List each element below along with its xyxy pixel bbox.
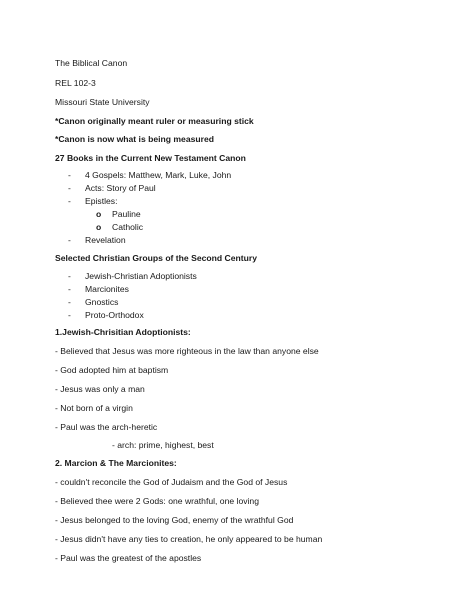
school-name: Missouri State University [55, 97, 150, 107]
adoptionists-heading: 1.Jewish-Chrisitian Adoptionists: [55, 327, 191, 337]
list-dash: - [68, 235, 71, 245]
list-dash: - [68, 183, 71, 193]
list-dash: - [68, 297, 71, 307]
group-item: Marcionites [85, 284, 129, 294]
list-dash: - [68, 310, 71, 320]
group-item: Gnostics [85, 297, 119, 307]
list-dash: - [68, 196, 71, 206]
note-line: - Paul was the arch-heretic [55, 422, 158, 432]
marcion-heading: 2. Marcion & The Marcionites: [55, 458, 177, 468]
list-dash: - [68, 284, 71, 294]
note-line: - Believed thee were 2 Gods: one wrathful, one loving [55, 496, 259, 506]
note-line: - Not born of a virgin [55, 403, 133, 413]
note-line: - Jesus didn't have any ties to creation, he only appeared to be human [55, 534, 323, 544]
sub-item-pauline: Pauline [112, 209, 141, 219]
group-item: Proto-Orthodox [85, 310, 144, 320]
course-code: REL 102-3 [55, 78, 96, 88]
note-line: - Jesus was only a man [55, 384, 145, 394]
note-line: - Believed that Jesus was more righteous in the law than anyone else [55, 346, 319, 356]
nt-canon-heading: 27 Books in the Current New Testament Canon [55, 153, 246, 163]
note-line: - couldn't reconcile the God of Judaism and the God of Jesus [55, 477, 288, 487]
canon-definition-note: *Canon originally meant ruler or measuring stick [55, 116, 254, 126]
list-item-gospels: 4 Gospels: Matthew, Mark, Luke, John [85, 170, 232, 180]
list-dash: - [68, 271, 71, 281]
list-item-acts: Acts: Story of Paul [85, 183, 156, 193]
sub-bullet: o [96, 222, 102, 232]
canon-now-note: *Canon is now what is being measured [55, 134, 215, 144]
note-line: - Jesus belonged to the loving God, enemy of the wrathful God [55, 515, 294, 525]
note-line: - Paul was the greatest of the apostles [55, 553, 202, 563]
list-item-epistles: Epistles: [85, 196, 118, 206]
group-item: Jewish-Christian Adoptionists [85, 271, 197, 281]
note-line: - God adopted him at baptism [55, 365, 169, 375]
groups-heading: Selected Christian Groups of the Second Century [55, 253, 257, 263]
document-title: The Biblical Canon [55, 58, 128, 68]
note-subline: - arch: prime, highest, best [112, 440, 214, 450]
sub-bullet: o [96, 209, 102, 219]
sub-item-catholic: Catholic [112, 222, 144, 232]
list-item-revelation: Revelation [85, 235, 126, 245]
list-dash: - [68, 170, 71, 180]
